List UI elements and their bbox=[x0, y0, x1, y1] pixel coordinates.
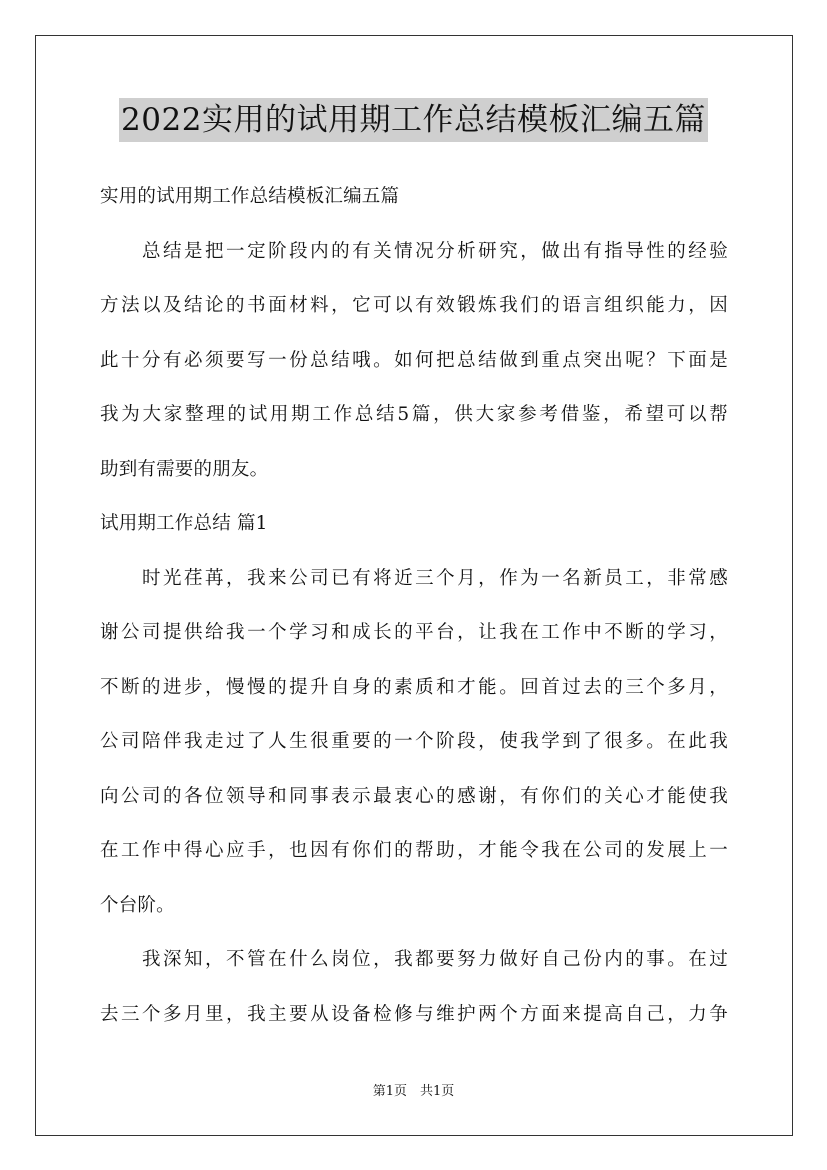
text-line: 不断的进步，慢慢的提升自身的素质和才能。回首过去的三个多月， bbox=[100, 676, 728, 698]
text-line: 方法以及结论的书面材料，它可以有效锻炼我们的语言组织能力，因 bbox=[100, 295, 728, 316]
text-line: 助到有需要的朋友。 bbox=[100, 458, 269, 480]
text-line: 公司陪伴我走过了人生很重要的一个阶段，使我学到了很多。在此我 bbox=[100, 731, 728, 752]
text-line: 谢公司提供给我一个学习和成长的平台，让我在工作中不断的学习， bbox=[100, 622, 728, 643]
document-body bbox=[100, 170, 728, 1042]
text-line: 去三个多月里，我主要从设备检修与维护两个方面来提高自己，力争 bbox=[100, 1003, 728, 1025]
text-line: 此十分有必须要写一份总结哦。如何把总结做到重点突出呢？下面是 bbox=[100, 349, 728, 371]
text-line: 实用的试用期工作总结模板汇编五篇 bbox=[100, 186, 400, 207]
text-line: 我深知，不管在什么岗位，我都要努力做好自己份内的事。在过 bbox=[100, 949, 728, 970]
text-line: 总结是把一定阶段内的有关情况分析研究，做出有指导性的经验 bbox=[100, 240, 728, 262]
text-line: 时光荏苒，我来公司已有将近三个月，作为一名新员工，非常感 bbox=[100, 567, 728, 589]
text-line: 在工作中得心应手，也因有你们的帮助，才能令我在公司的发展上一 bbox=[100, 840, 728, 861]
text-line: 我为大家整理的试用期工作总结5篇，供大家参考借鉴，希望可以帮 bbox=[100, 404, 728, 425]
page-footer: 第1页 共1页 bbox=[372, 1084, 455, 1099]
text-line: 试用期工作总结 篇1 bbox=[100, 513, 268, 534]
title-container bbox=[0, 98, 827, 142]
document-title: 2022实用的试用期工作总结模板汇编五篇 bbox=[119, 98, 708, 142]
text-line: 个台阶。 bbox=[100, 894, 175, 916]
text-line: 向公司的各位领导和同事表示最衷心的感谢，有你们的关心才能使我 bbox=[100, 785, 728, 807]
